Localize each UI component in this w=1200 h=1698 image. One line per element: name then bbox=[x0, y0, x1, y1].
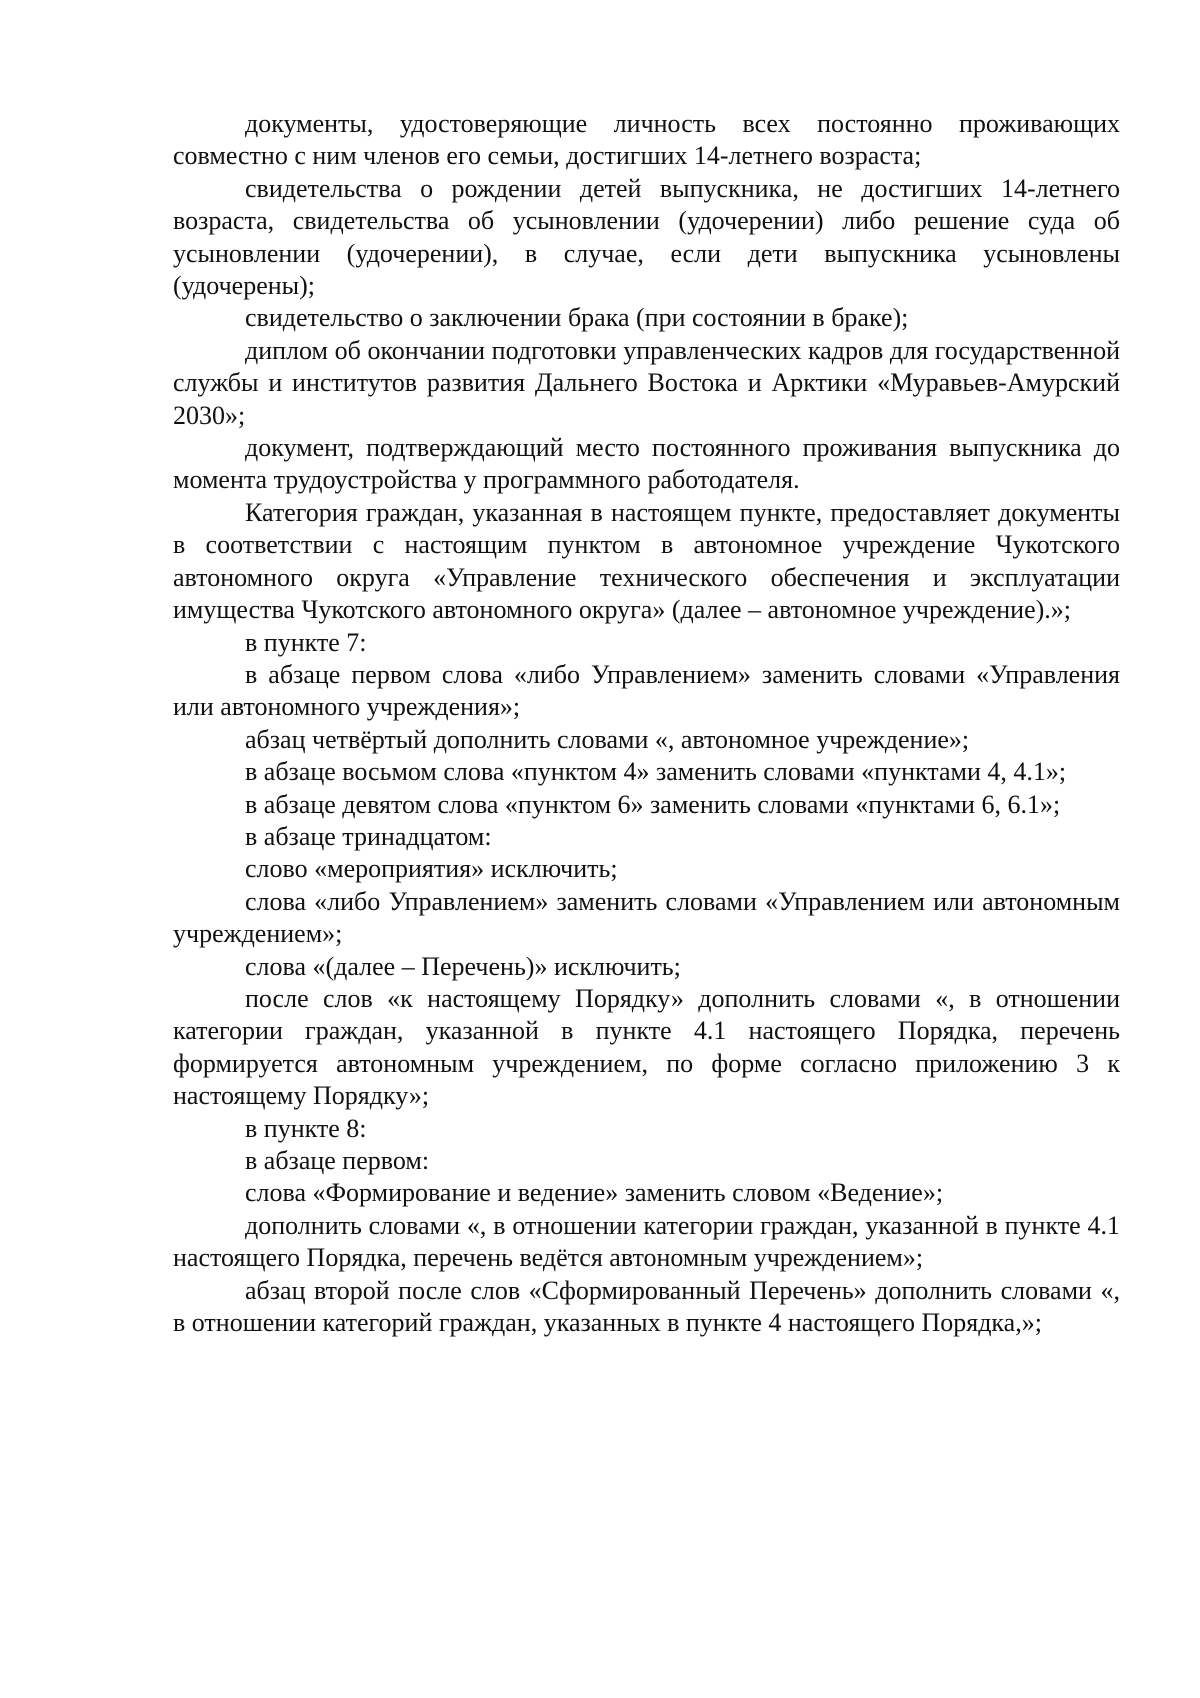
paragraph: в абзаце первом: bbox=[245, 1146, 430, 1175]
paragraph: слова «(далее – Перечень)» исключить; bbox=[245, 951, 681, 981]
paragraph: слова «Формирование и ведение» заменить словом «Ведение»; bbox=[245, 1178, 944, 1208]
paragraph: документы, удостоверяющие личность всех постоянно проживающих совместно с ним членов его семьи, достигших 14-летнего возраста; bbox=[173, 109, 1120, 171]
paragraph: дополнить словами «, в отношении категории граждан, указанной в пункте 4.1 настоящего Порядка, перечень ведётся автономным учреждением»; bbox=[173, 1210, 1120, 1273]
document-page bbox=[173, 108, 1120, 1339]
paragraph: документ, подтверждающий место постоянного проживания выпускника до момента трудоустройства у программного работодателя. bbox=[173, 433, 1120, 495]
paragraph: слова «либо Управлением» заменить словами «Управлением или автономным учреждением»; bbox=[173, 886, 1120, 949]
paragraph: после слов «к настоящему Порядку» дополнить словами «, в отношении категории граждан, указанной в пункте 4.1 настоящего Порядка, перечень формируется автономным учреждением, по форме согласно приложению 3 к настоящему Порядку»; bbox=[173, 983, 1120, 1111]
paragraph: в абзаце первом слова «либо Управлением» заменить словами «Управления или автономного учреждения»; bbox=[173, 659, 1120, 722]
paragraph: абзац второй после слов «Сформированный Перечень» дополнить словами «, в отношении категорий граждан, указанных в пункте 4 настоящего Порядка,»; bbox=[173, 1275, 1120, 1338]
paragraph: в абзаце девятом слова «пунктом 6» заменить словами «пунктами 6, 6.1»; bbox=[245, 789, 1061, 819]
paragraph: в абзаце тринадцатом: bbox=[245, 821, 492, 851]
paragraph: в пункте 8: bbox=[245, 1113, 367, 1143]
paragraph: диплом об окончании подготовки управленческих кадров для государственной службы и институтов развития Дальнего Востока и Арктики «Муравьев-Амурский 2030»; bbox=[173, 335, 1120, 430]
paragraph: свидетельства о рождении детей выпускника, не достигших 14-летнего возраста, свидетельства об усыновлении (удочерении) либо решение суда об усыновлении (удочерении), в случае, если дети выпускника усыновлены (удочерены); bbox=[173, 173, 1120, 301]
paragraph: Категория граждан, указанная в настоящем пункте, предоставляет документы в соответствии с настоящим пунктом в автономное учреждение Чукотского автономного округа «Управление технического обеспечения и эксплуатации имущества Чукотского автономного округа» (далее – автономное учреждение).»; bbox=[173, 497, 1120, 625]
paragraph: слово «мероприятия» исключить; bbox=[245, 854, 618, 884]
paragraph: в пункте 7: bbox=[245, 627, 367, 657]
paragraph: в абзаце восьмом слова «пунктом 4» заменить словами «пунктами 4, 4.1»; bbox=[245, 757, 1067, 787]
paragraph: свидетельство о заключении брака (при состоянии в браке); bbox=[245, 303, 909, 333]
paragraph: абзац четвёртый дополнить словами «, автономное учреждение»; bbox=[245, 724, 970, 754]
